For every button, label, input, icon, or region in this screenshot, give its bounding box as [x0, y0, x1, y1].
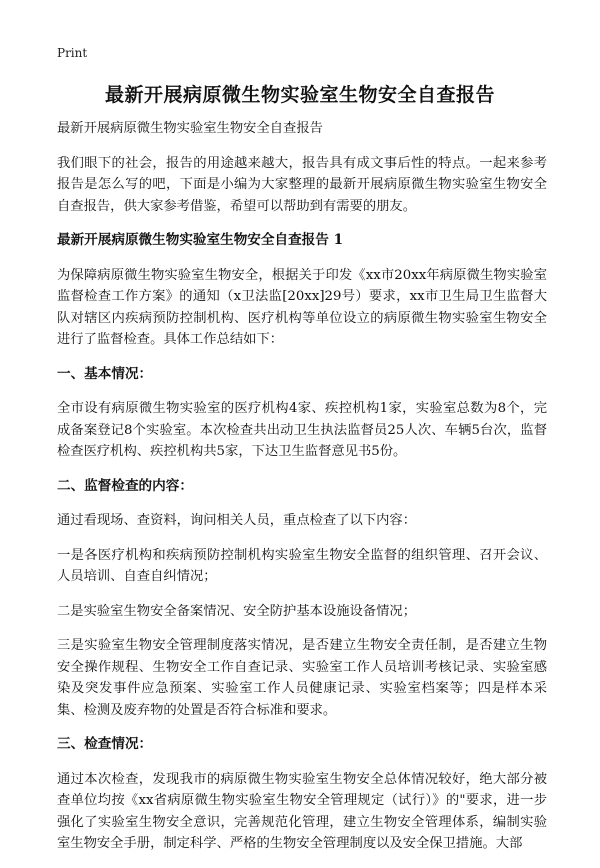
report-intro-paragraph: 为保障病原微生物实验室生物安全，根据关于印发《xx市20xx年病原微生物实验室监督检查工作方案》的通知（x卫法监[20xx]29号）要求，xx市卫生局卫生监督大队对辖区内疾病预防控制机构、医疗机构等单位设立的病原微生物实验室生物安全进行了监督检查。具体工作总结如下： [57, 267, 547, 347]
section3-heading: 三、检查情况： [57, 736, 153, 752]
section2-intro-paragraph: 通过看现场、查资料，询问相关人员，重点检查了以下内容： [57, 513, 417, 528]
section2-heading: 二、监督检查的内容： [57, 477, 193, 494]
section1-heading: 一、基本情况： [57, 365, 153, 382]
print-link[interactable]: Print [57, 46, 88, 60]
document-body [57, 118, 547, 868]
document-subtitle: 最新开展病原微生物实验室生物安全自查报告 [57, 121, 323, 136]
report-heading: 最新开展病原微生物实验室生物安全自查报告 1 [57, 232, 344, 248]
section2-item-2: 二是实验室生物安全备案情况、安全防护基本设施设备情况； [57, 603, 417, 619]
section3-paragraph: 通过本次检查，发现我市的病原微生物实验室生物安全总体情况较好，绝大部分被查单位均按《xx省病原微生物实验室生物安全管理规定（试行）》的"要求，进一步强化了实验室生物安全意识，完善规范化管理，建立生物安全管理体系，编制实验室生物安全手册，制定科学、严格的生物安全管理制度以及安全保卫措施。大部 [57, 771, 547, 851]
section2-item-1: 一是各医疗机构和疾病预防控制机构实验室生物安全监督的组织管理、召开会议、人员培训、自查自纠情况； [57, 547, 547, 584]
section1-paragraph: 全市设有病原微生物实验室的医疗机构4家、疾控机构1家，实验室总数为8个，完成备案登记8个实验室。本次检查共出动卫生执法监督员25人次、车辆5台次，监督检查医疗机构、疾控机构共5家，下达卫生监督意见书5份。 [57, 401, 547, 459]
intro-paragraph: 我们眼下的社会，报告的用途越来越大，报告具有成文事后性的特点。一起来参考报告是怎么写的吧，下面是小编为大家整理的最新开展病原微生物实验室生物安全自查报告，供大家参考借鉴，希望可以帮助到有需要的朋友。 [57, 155, 547, 214]
page-title: 最新开展病原微生物实验室生物安全自查报告 [104, 84, 495, 106]
section2-item-3: 三是实验室生物安全管理制度落实情况，是否建立生物安全责任制，是否建立生物安全操作规程、生物安全工作自查记录、实验室工作人员培训考核记录、实验室感染及突发事件应急预案、实验室工作人员健康记录、实验室档案等；四是样本采集、检测及废弃物的处置是否符合标准和要求。 [57, 638, 547, 718]
